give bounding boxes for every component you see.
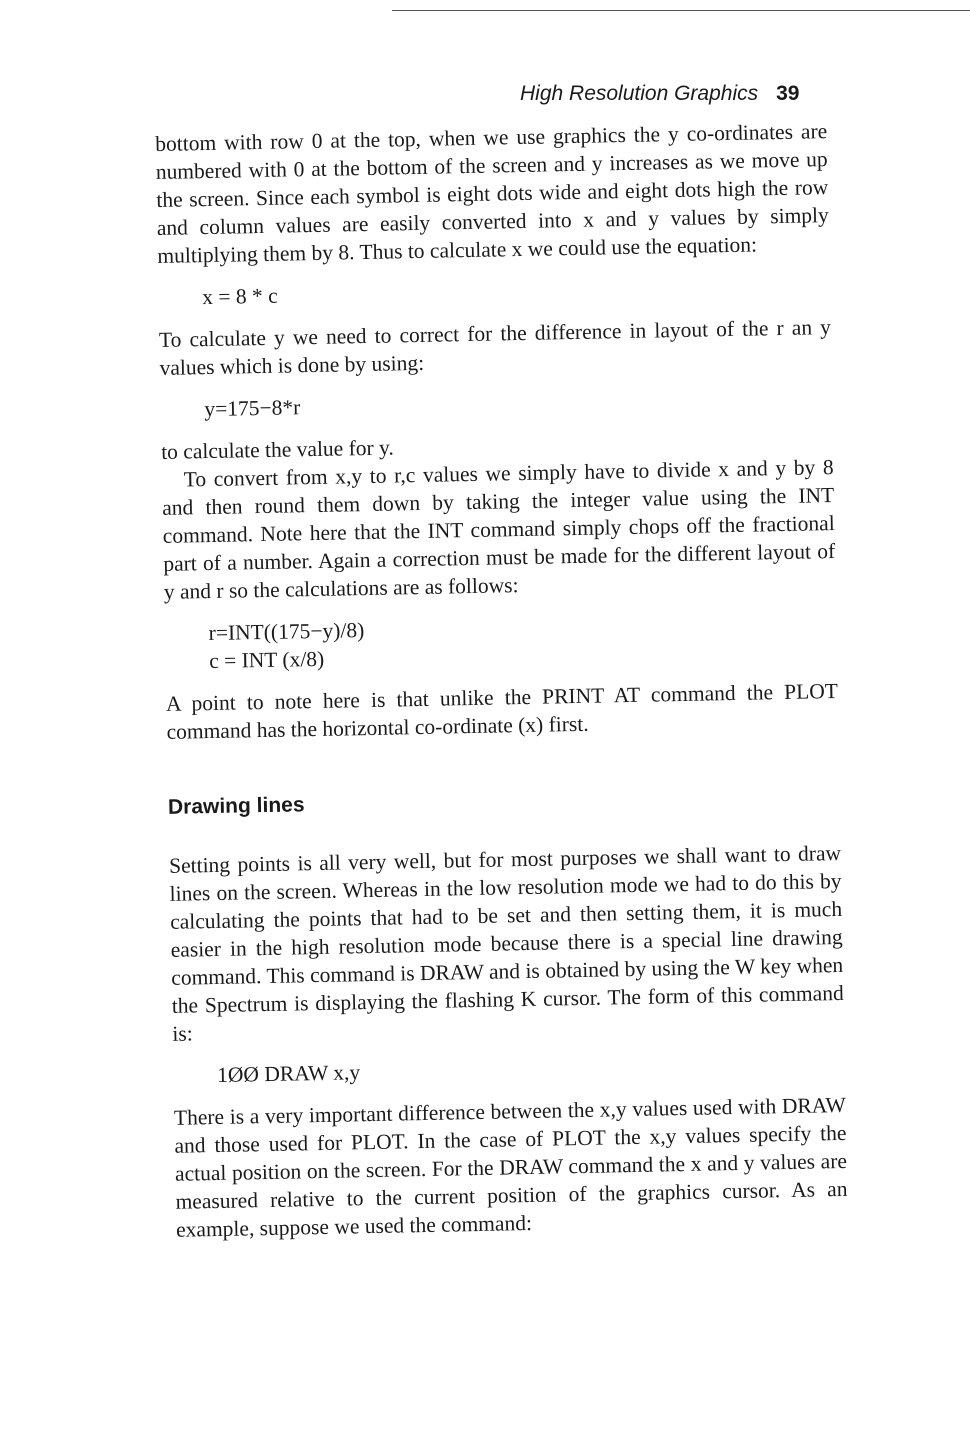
page-number: 39: [776, 82, 800, 105]
formula-y: y=175−8*r: [204, 395, 301, 422]
paragraph-1: bottom with row 0 at the top, when we use graphics the y co-ordinates are numbered with 0 at the bottom of the screen and y increases as we move up the screen. Since each symbol is eight dots wide and eight dots high the row and column values are easily converted into x and y values by simply multiplying them by 8. Thus to calculate x we could use the equation:: [155, 119, 829, 268]
top-rule: [392, 10, 970, 11]
page-body: [155, 117, 848, 1244]
formula-x: x = 8 * c: [201, 283, 278, 310]
paragraph-6: Setting points is all very well, but for most purposes we shall want to draw lines on the screen. Whereas in the low resolution mode we had to do this by calculating the points that had to be set and then setting them, it is much easier in the high resolution mode because there is a special line drawing command. This command is DRAW and is obtained by using the W key when the Spectrum is displaying the flashing K cursor. The form of this command is:: [168, 840, 844, 1046]
paragraph-3: to calculate the value for y.: [160, 435, 394, 464]
section-heading: Drawing lines: [167, 793, 305, 819]
paragraph-5: A point to note here is that unlike the PRINT AT command the PLOT command has the horizontal co-ordinate (x) first.: [165, 678, 839, 744]
paragraph-7: There is a very important difference between the x,y values used with DRAW and those used for PLOT. In the case of PLOT the x,y values specify the actual position on the screen. For the DRAW command the x and y values are measured relative to the current position of the graphics cursor. As an example, suppose we used the command:: [173, 1092, 848, 1242]
paragraph-4: To convert from x,y to r,c values we simply have to divide x and y by 8 and then round them down by taking the integer value using the INT command. Note here that the INT command simply chops off the fractional part of a number. Again a correction must be made for the different layout of y and r so the calculations are as follows:: [162, 455, 836, 604]
running-head-title: High Resolution Graphics: [520, 82, 759, 105]
running-head: [520, 82, 799, 106]
formula-c: c = INT (x/8): [208, 646, 325, 674]
formula-draw: 1ØØ DRAW x,y: [216, 1060, 361, 1087]
formula-r: r=INT((175−y)/8): [208, 618, 365, 646]
paragraph-2: To calculate y we need to correct for the difference in layout of the r an y values which is done by using:: [158, 315, 832, 380]
